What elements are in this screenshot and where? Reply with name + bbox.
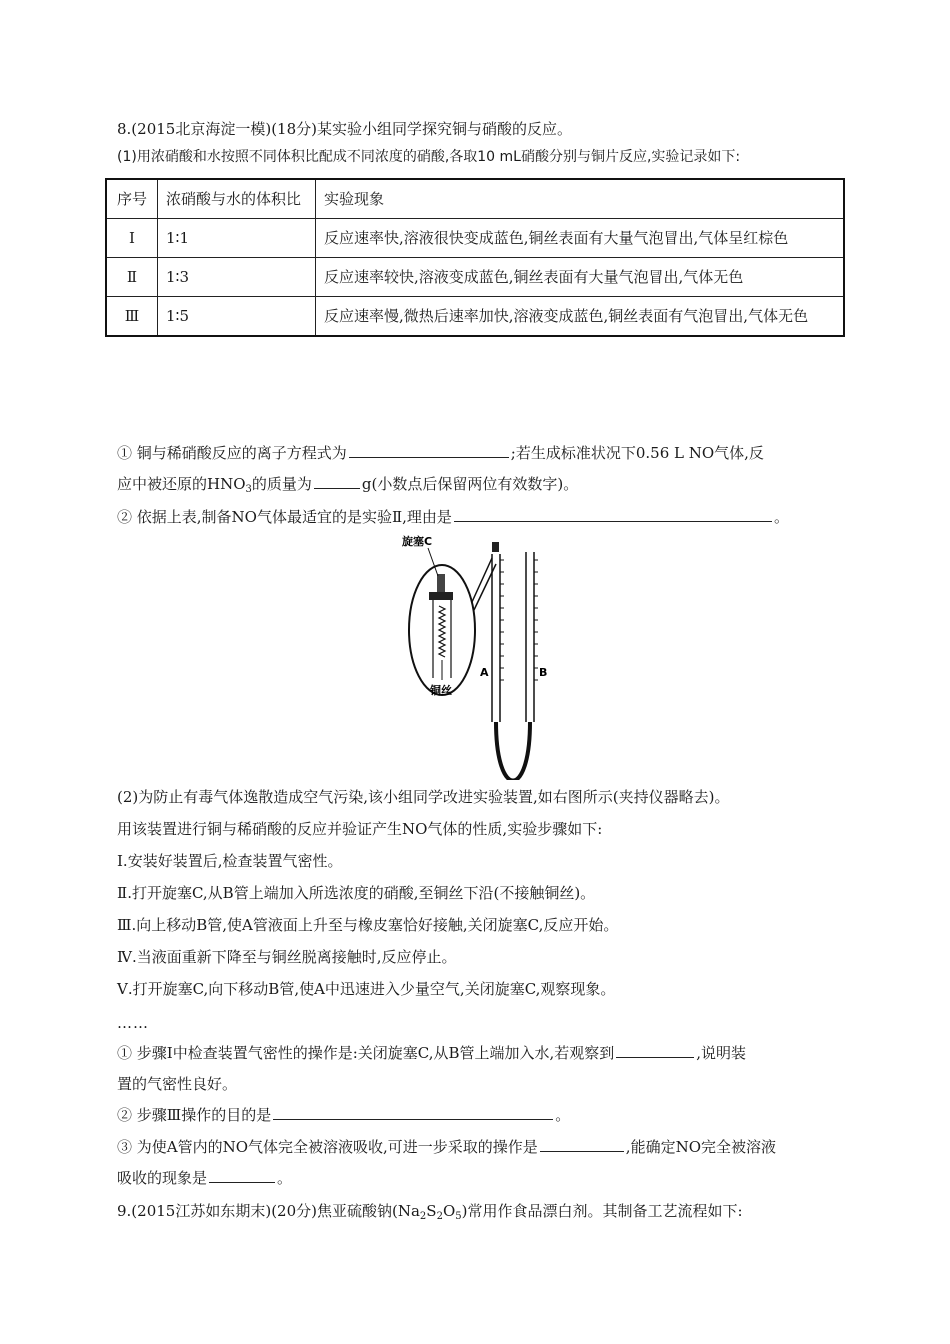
q1-text-a: ① 铜与稀硝酸反应的离子方程式为 [117,444,347,462]
valve-c-icon [437,574,445,594]
row-id: Ⅲ [106,297,158,337]
s3-text-a: ③ 为使A管内的NO气体完全被溶液吸收,可进一步采取的操作是 [117,1138,538,1156]
question-9-title [117,1200,743,1228]
s3-text-d: 。 [277,1169,293,1187]
q2-text-a: ② 依据上表,制备NO气体最适宜的是实验Ⅱ,理由是 [117,508,452,526]
label-copper-wire: 铜丝 [430,684,452,697]
row-id: Ⅱ [106,258,158,297]
s3-text-c: 吸收的现象是 [117,1169,208,1187]
step-3: Ⅲ.向上移动B管,使A管液面上升至与橡皮塞恰好接触,关闭旋塞C,反应开始。 [117,916,619,934]
q2-line [117,506,789,528]
s2-text-a: ② 步骤Ⅲ操作的目的是 [117,1106,272,1124]
table-header-row [106,179,844,219]
s1-text-b: ,说明装 [696,1044,747,1062]
part2-line1: (2)为防止有毒气体逸散造成空气污染,该小组同学改进实验装置,如右图所示(夹持仪器略去)。 [117,788,730,806]
s2-line [117,1104,570,1126]
row-ratio: 1∶5 [158,297,316,337]
s3-line2 [117,1167,292,1189]
q1-line2 [117,473,578,501]
q9-sub: 2 [419,1211,427,1222]
q9-text-d: )常用作食品漂白剂。其制备工艺流程如下: [461,1202,743,1220]
row-ratio: 1∶3 [158,258,316,297]
answer-blank[interactable] [349,442,509,458]
answer-blank[interactable] [314,473,360,489]
label-a: A [480,666,489,679]
question-8-title: 8.(2015北京海淀一模)(18分)某实验小组同学探究铜与硝酸的反应。 [117,120,572,138]
answer-blank[interactable] [209,1167,275,1183]
q9-sub: 2 [436,1211,443,1222]
label-valve-c: 旋塞C [402,535,433,548]
row-phenomenon: 反应速率快,溶液很快变成蓝色,铜丝表面有大量气泡冒出,气体呈红棕色 [316,219,845,258]
q1-text-d: 的质量为 [251,475,312,493]
experiment-table [105,178,845,337]
q1-text-c: 应中被还原的HNO [117,475,246,493]
step-1: Ⅰ.安装好装置后,检查装置气密性。 [117,852,343,870]
answer-blank[interactable] [540,1136,624,1152]
top-valve-icon [492,542,499,552]
s3-line1 [117,1136,776,1158]
q2-text-b: 。 [773,508,789,526]
s1-line1 [117,1042,746,1064]
ellipsis: …… [117,1014,149,1032]
table-row [106,297,844,337]
answer-blank[interactable] [616,1042,694,1058]
answer-blank[interactable] [454,506,772,522]
q9-text-b: S [426,1202,437,1220]
label-pointer [428,548,438,576]
rubber-hose [496,722,530,780]
s1-text-a: ① 步骤Ⅰ中检查装置气密性的操作是:关闭旋塞C,从B管上端加入水,若观察到 [117,1044,615,1062]
q1-text-b: ;若生成标准状况下0.56 L NO气体,反 [510,444,764,462]
s1-line2: 置的气密性良好。 [117,1075,238,1093]
table-row [106,258,844,297]
step-4: Ⅳ.当液面重新下降至与铜丝脱离接触时,反应停止。 [117,948,457,966]
header-ratio: 浓硝酸与水的体积比 [158,179,316,219]
header-id: 序号 [106,179,158,219]
copper-wire-coil-icon [439,606,445,657]
q9-sub: 5 [455,1211,462,1222]
apparatus-figure [400,530,560,780]
part2-line2: 用该装置进行铜与稀硝酸的反应并验证产生NO气体的性质,实验步骤如下: [117,820,603,838]
stopper-icon [429,592,453,600]
row-phenomenon: 反应速率较快,溶液变成蓝色,铜丝表面有大量气泡冒出,气体无色 [316,258,845,297]
label-b: B [539,666,548,679]
row-ratio: 1∶1 [158,219,316,258]
step-2: Ⅱ.打开旋塞C,从B管上端加入所选浓度的硝酸,至铜丝下沿(不接触铜丝)。 [117,884,596,902]
row-phenomenon: 反应速率慢,微热后速率加快,溶液变成蓝色,铜丝表面有气泡冒出,气体无色 [316,297,845,337]
header-phenomenon: 实验现象 [316,179,845,219]
row-id: Ⅰ [106,219,158,258]
q1-text-e: g(小数点后保留两位有效数字)。 [361,475,579,493]
q9-text-a: 9.(2015江苏如东期末)(20分)焦亚硫酸钠(Na [117,1202,420,1220]
q1-line1 [117,442,764,464]
q9-text-c: O [442,1202,456,1220]
part1-intro: (1)用浓硝酸和水按照不同体积比配成不同浓度的硝酸,各取10 mL硝酸分别与铜片反应,实验记录如下: [117,149,741,165]
s3-text-b: ,能确定NO完全被溶液 [625,1138,776,1156]
answer-blank[interactable] [273,1104,553,1120]
s2-text-b: 。 [555,1106,571,1124]
q1-subscript: 3 [245,484,252,495]
step-5: Ⅴ.打开旋塞C,向下移动B管,使A中迅速进入少量空气,关闭旋塞C,观察现象。 [117,980,616,998]
table-row [106,219,844,258]
